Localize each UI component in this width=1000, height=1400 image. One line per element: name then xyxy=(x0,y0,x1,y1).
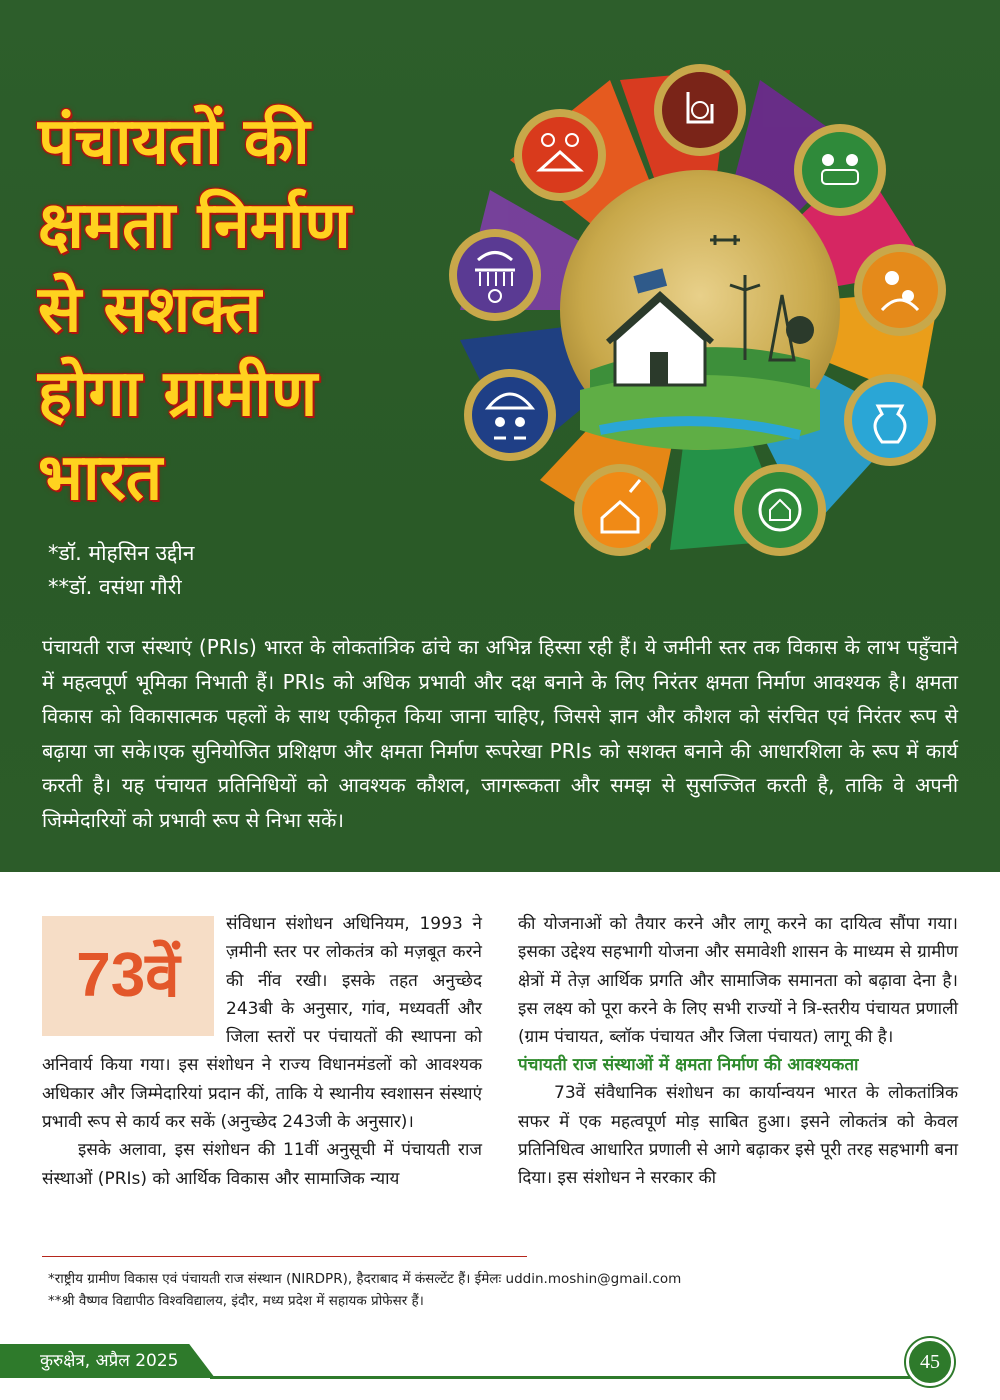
author-name: **डॉ. वसंथा गौरी xyxy=(48,575,182,599)
page-number: 45 xyxy=(920,1350,940,1373)
house-hand-icon xyxy=(574,464,666,556)
left-column xyxy=(42,910,482,1193)
right-column xyxy=(518,910,958,1193)
title-line: होगा ग्रामीण xyxy=(38,357,318,431)
water-pot-icon xyxy=(844,374,936,466)
people-tent-icon xyxy=(514,109,606,201)
footnote: **श्री वैष्णव विद्यापीठ विश्वविद्यालय, इंदौर, मध्य प्रदेश में सहायक प्रोफेसर हैं। xyxy=(48,1293,424,1309)
hand-coin-icon xyxy=(654,64,746,156)
left-paragraph-2: इसके अलावा, इस संशोधन की 11वीं अनुसूची में पंचायती राज संस्थाओं (PRIs) को आर्थिक विकास और सामाजिक न्याय xyxy=(42,1140,482,1189)
intro-paragraph: पंचायती राज संस्थाएं (PRIs) भारत के लोकतांत्रिक ढांचे का अभिन्न हिस्सा रही हैं। ये जमीनी स्तर तक विकास के लाभ पहुँचाने में महत्वपूर्ण भूमिका निभाती हैं। PRIs को अधिक प्रभावी और दक्ष बनाने के लिए निरंतर क्षमता निर्माण आवश्यक है। क्षमता विकास को विकासात्मक पहलों के साथ एकीकृत किया जाना चाहिए, जिससे ज्ञान और कौशल को संरचित एवं निरंतर रूप से बढ़ाया जा सके।एक सुनियोजित प्रशिक्षण और क्षमता निर्माण रूपरेखा PRIs को सशक्त बनाने की आधारशिला के रूप में कार्य करती है। यह पंचायत प्रतिनिधियों को आवश्यक कौशल, जागरूकता और समझ से सुसज्जित करती है, ताकि वे अपनी जिम्मेदारियों को प्रभावी रूप से निभा सकें। xyxy=(42,635,958,832)
mother-child-icon xyxy=(854,244,946,336)
article-title xyxy=(38,100,438,520)
people-puzzle-icon xyxy=(794,124,886,216)
dropcap-box xyxy=(42,916,214,1036)
right-paragraph-1: की योजनाओं को तैयार करने और लागू करने का दायित्व सौंपा गया। इसका उद्देश्य सहभागी योजना और समावेशी शासन के माध्यम से ग्रामीण क्षेत्रों में तेज़ आर्थिक प्रगति और सामाजिक समानता को बढ़ावा देना है। इस लक्ष्य को पूरा करने के लिए सभी राज्यों ने त्रि-स्तरीय पंचायत प्रणाली (ग्राम पंचायत, ब्लॉक पंचायत और जिला पंचायत) लागू की है। xyxy=(518,914,958,1048)
globe-leaf-icon xyxy=(734,464,826,556)
left-paragraph-1: संविधान संशोधन अधिनियम, 1993 ने ज़मीनी स्तर पर लोकतंत्र को मज़बूत करने की नींव रखी। इसके तहत अनुच्छेद 243बी के अनुसार, गांव, मध्यवर्ती और जिला स्तरों पर पंचायतों की स्थापना को अनिवार्य किया गया। इस संशोधन ने राज्य विधानमंडलों को आवश्यक अधिकार और जिम्मेदारियां प्रदान कीं, ताकि ये स्थानीय स्वशासन संस्थाएं प्रभावी रूप से कार्य कर सकें (अनुच्छेद 243जी के अनुसार)। xyxy=(42,914,482,1133)
right-paragraph-2: 73वें संवैधानिक संशोधन का कार्यान्वयन भारत के लोकतांत्रिक सफर में एक महत्वपूर्ण मोड़ साबित हुआ। इसने लोकतंत्र को केवल प्रतिनिधित्व आधारित प्रणाली से आगे बढ़ाकर इसे पूरी तरह सहभागी बना दिया। इस संशोधन ने सरकार की xyxy=(518,1083,958,1189)
title-line: पंचायतों की xyxy=(38,105,310,179)
section-heading: पंचायती राज संस्थाओं में क्षमता निर्माण की आवश्यकता xyxy=(518,1055,859,1076)
parliament-icon xyxy=(449,229,541,321)
footer-rule xyxy=(210,1376,910,1379)
footnotes xyxy=(48,1268,948,1312)
umbrella-people-icon xyxy=(464,369,556,461)
title-line: क्षमता निर्माण xyxy=(38,189,351,263)
footnote-divider xyxy=(42,1256,527,1257)
title-line: से सशक्त xyxy=(38,273,262,347)
magazine-issue: कुरुक्षेत्र, अप्रैल 2025 xyxy=(40,1351,179,1371)
footnote: *राष्ट्रीय ग्रामीण विकास एवं पंचायती राज संस्थान (NIRDPR), हैदराबाद में कंसल्टेंट हैं। ईमेलः uddin.moshin@gmail.com xyxy=(48,1271,682,1287)
title-line: भारत xyxy=(38,441,163,515)
author-list xyxy=(48,536,194,604)
rural-development-illustration xyxy=(430,40,970,580)
page-number-badge xyxy=(906,1338,954,1386)
author-name: *डॉ. मोहसिन उद्दीन xyxy=(48,541,195,565)
dropcap-text: 73वें xyxy=(76,940,180,1010)
